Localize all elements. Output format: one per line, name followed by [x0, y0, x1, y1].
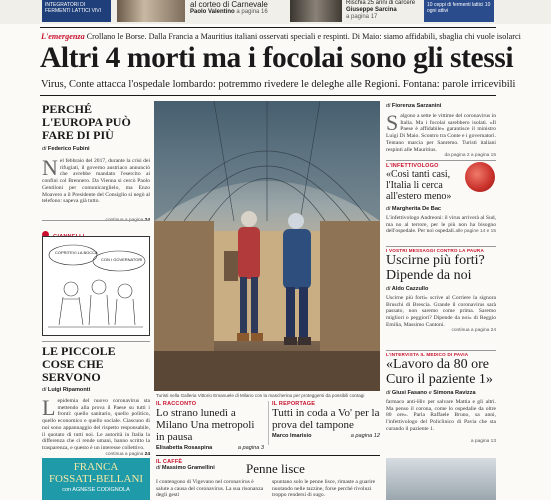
article-title: LE PICCOLE COSE CHE SERVONO [42, 344, 116, 384]
author-name: Aldo Cazzullo [391, 286, 429, 292]
author-name: Massimo Gramellini [161, 465, 215, 471]
divider [156, 455, 380, 456]
article-europa[interactable] [42, 103, 150, 223]
divider [386, 350, 496, 351]
promo-box-integratori[interactable] [42, 0, 111, 22]
promo-author: Paolo Valentino [190, 9, 235, 15]
article-cazzullo[interactable] [386, 248, 496, 333]
article-body: L'infettivologo Andreoni: il virus arriverà al Sud, ma no al terrore, per le più non ha bisogno dell'ospedale. Per noi ospedali. [386, 215, 496, 235]
divider [40, 27, 496, 28]
article-kicker: L'INFETTIVOLOGO [386, 163, 439, 169]
article-byline: di Margherita De Bac [386, 206, 442, 212]
article-title: Tutti in coda a Vo' per la prova del tampone [272, 407, 380, 431]
article-byline: di Fiorenza Sarzanini [386, 103, 442, 109]
continue-link[interactable]: continua a pagina 24 [451, 328, 496, 333]
article-byline: di Federico Fubini [42, 146, 90, 152]
drop-cap: N [42, 155, 58, 180]
article-body: N el febbraio del 2017, durante la crisi dei rifugiati, il governo austriaco annunciò che avrebbe mandato l'esercito ai confini col Brennero. Da Vienna si cercò Paolo Gentiloni per comunicarglielo, ma Enzo Moavero a il Presidente del Consiglio si negò al telefono: sapeva già tutto. [42, 155, 150, 205]
article-title: Lo strano lunedì a Milano Una metropoli in pausa [156, 407, 255, 443]
article-title: «Così tanti casi, l'Italia li cerca all'estero meno» [386, 169, 452, 202]
article-kicker: IL RACCONTO [156, 401, 197, 407]
photo-illustration [154, 101, 380, 391]
bottom-right-photo [386, 458, 496, 500]
main-headline[interactable]: Altri 4 morti ma i focolai sono gli stessi [40, 42, 514, 74]
page-ref[interactable]: a pagina 13 [470, 439, 496, 444]
article-piccole-cose[interactable] [42, 345, 150, 457]
virus-icon [465, 162, 495, 192]
article-kicker: IL REPORTAGE [272, 401, 316, 407]
ad-line: FRANCA [73, 461, 119, 473]
promo-page: a pagina 16 [236, 9, 268, 15]
article-body: L epidemia del nuovo coronavirus sta mettendo alla prova il Paese su tutti i fronti: quello sanitario, quello politico, quello economico e quello sociale. Ciascuno di noi sono appannaggio del rispetto responsabile, il quotato di tutti noi. Le autorità in Italia la differenza che ci rende umani, hanno scritto la trasparenza, e questo è un interesse collettivo. [42, 395, 150, 451]
column-kicker: IL CAFFÈ [156, 459, 183, 465]
author-name: Margherita De Bac [391, 206, 442, 212]
promo-carcere[interactable] [346, 0, 422, 21]
main-subheadline: Virus, Conte attacca l'ospedale lombardo: potremmo rivedere le deleghe alle Regioni. Fontana: parole irricevibili [41, 79, 516, 90]
divider [42, 341, 150, 342]
promo-carnevale[interactable] [190, 0, 282, 16]
column-byline: di Massimo Gramellini [156, 465, 215, 471]
author-name: Simona Ravizza [433, 390, 476, 396]
author-name: Luigi Ripamonti [47, 387, 91, 393]
column-body: I contengono di Vigevano nel coronavirus è salute a causa del coronavirus. La sua risonanza degli gesti [156, 479, 264, 499]
article-medico-pavia[interactable] [386, 352, 496, 444]
promo-page: a pagina 17 [346, 14, 378, 20]
continue-link[interactable]: continua a pagina 24 [105, 452, 150, 457]
photo-caption: Turisti nella Galleria Vittorio Emanuele di Milano con la mascherina per proteggersi da possibili contagi [156, 393, 365, 398]
author-name: Federico Fubini [47, 146, 90, 152]
article-byline: di Aldo Cazzullo [386, 286, 429, 292]
author-name: Marco Imarisio [272, 433, 312, 439]
topline [41, 32, 521, 41]
article-kicker: L'INTERVISTA IL MEDICO DI PAVIA [386, 352, 469, 357]
divider [42, 220, 150, 221]
ad-line: FOSSATI-BELLANI [48, 473, 144, 485]
author-name: Elisabetta Rosaspina [156, 445, 213, 451]
promo-author: Giuseppe Sarcina [346, 7, 397, 13]
author-name: Giusi Fasano [391, 390, 428, 396]
cartoon-bubble: COPRITEVI LA BOCCA [55, 250, 98, 255]
article-title: Uscirne più forti? Dipende da noi [386, 253, 485, 283]
divider [386, 246, 496, 247]
article-sarzanini[interactable] [386, 103, 496, 158]
column-body: spuntano solo le penne lisce, rimaste a guarire nuotando nelle tazzine, forse perché rivoluzi troppo rendersi di sugo. [272, 479, 376, 499]
article-racconto[interactable] [156, 401, 264, 451]
book-ad[interactable] [42, 458, 150, 500]
article-byline [272, 433, 380, 439]
article-body: farmaco anti-Hiv per salvare Mattia e gli altri. Ma penso il corona, come lo ospedalie da oltre 80 ore». Parla Raffaele Bruno, sa anni, l'infettivologo del Policlinico di Pavia che sta curando il paziente 1. [386, 399, 496, 432]
article-byline: di Giusi Fasano e Simona Ravizza [386, 390, 476, 396]
topline-tag: L'emergenza [41, 32, 85, 41]
cartoon-giannelli[interactable] [42, 236, 150, 336]
drop-cap: L [42, 395, 56, 420]
promo-box-fermenti[interactable] [424, 0, 494, 22]
author-name: Fiorenza Sarzanini [391, 103, 442, 109]
promo-text: 10 ceppi di fermenti lattici 10 ogni attivi [427, 2, 491, 14]
promo-title: Rischia 25 anni di carcere [346, 0, 416, 6]
column-il-caffe[interactable] [156, 459, 380, 499]
page-ref[interactable]: da pagina 2 a pagina 15 [444, 153, 496, 158]
article-title: PERCHÉ L'EUROPA PUÒ FARE DI PIÙ [42, 102, 131, 142]
divider [268, 401, 269, 445]
promo-photo-carnevale [117, 0, 185, 22]
column-title: Penne lisce [246, 461, 305, 476]
article-title: «Lavoro da 80 ore Curo il paziente 1» [386, 357, 493, 387]
drop-cap: S [386, 110, 399, 135]
main-photo-galleria[interactable] [154, 101, 380, 391]
article-byline: di Luigi Ripamonti [42, 387, 91, 393]
article-byline [156, 445, 264, 451]
divider [386, 160, 496, 161]
promo-text: INTEGRATORI DI FERMENTI LATTICI VIVI [45, 2, 102, 14]
ad-line: con AGNESE CODIGNOLA [62, 487, 130, 493]
promo-title: al corteo di Carnevale [190, 0, 268, 9]
page-ref: a pagina 3 [237, 445, 264, 451]
article-kicker: I VOSTRI MESSAGGI CONTRO LA PAURA [386, 248, 484, 253]
promo-photo-carcere [290, 0, 342, 22]
page-ref[interactable]: alle pagine 14 e 15 [455, 229, 496, 234]
cartoon-bubble: CON I GOVERNATORI [101, 257, 143, 262]
article-body: S algono a sette le vittime del coronavirus in Italia. Ma i focolai sarebbero isolati. «Il Paese è affidabile» garantisce il ministro Luigi Di Maio. Scontro tra Conte e i governatori. Tentano marcia per Sanremo. Turisti italiani respinti alle Mauritius. [386, 110, 496, 153]
divider [40, 95, 496, 96]
topline-text: Crollano le Borse. Dalla Francia a Mauritius italiani osservati speciali e respinti. Di Maio: siamo affidabili, sbaglia chi vuole isolarci [86, 32, 521, 41]
page-ref: a pagina 12 [350, 433, 380, 439]
article-body: Uscirne più forti» scrive al Corriere la signora Bruschi di Brescia. Grande il coronavirus sarà passato, non saremo come prima. Saremo migliori o peggiori? Dipende da noi» di Reggio Emilia, Massimo Cantoni. [386, 295, 496, 328]
article-reportage[interactable] [272, 401, 380, 439]
